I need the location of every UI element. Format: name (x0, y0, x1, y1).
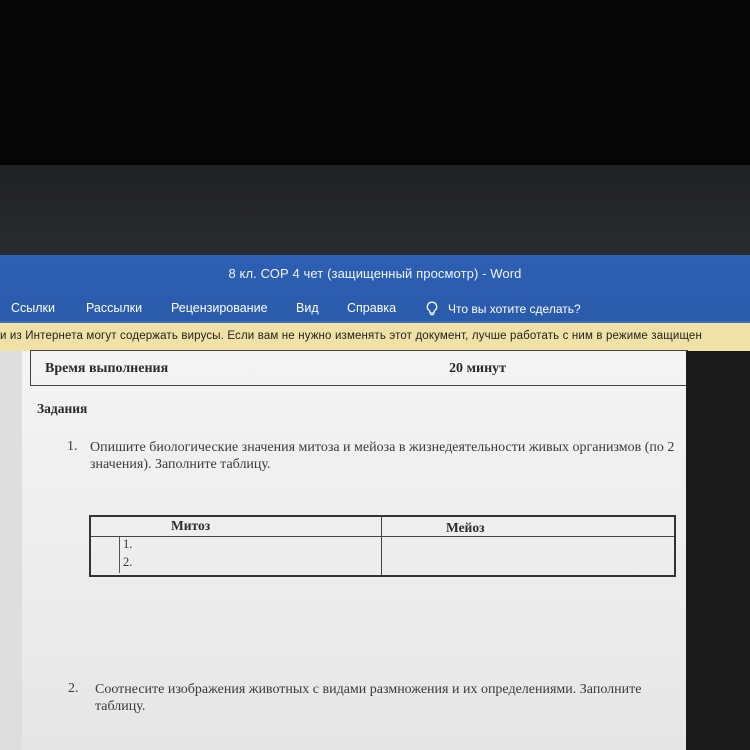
document-page[interactable] (22, 351, 687, 750)
tab-view[interactable]: Вид (296, 301, 319, 315)
tab-help[interactable]: Справка (347, 301, 397, 315)
workspace-background (686, 351, 750, 750)
table-column-divider (381, 517, 382, 575)
table-header-meiosis: Мейоз (446, 520, 485, 535)
ribbon (0, 255, 750, 323)
protected-view-message: и из Интернета могут содержать вирусы. Если вам не нужно изменять этот документ, лучше работать с ним в режиме защищен (0, 330, 702, 342)
window-title: 8 кл. СОР 4 чет (защищенный просмотр) - Word (228, 266, 522, 281)
task2-number: 2. (68, 681, 79, 696)
time-value: 20 минут (449, 361, 507, 376)
list-indent-marker (119, 537, 120, 573)
mitosis-meiosis-table (89, 515, 676, 577)
task1-text: Опишите биологические значения митоза и мейоза в жизнедеятельности живых организмов (по 2 значения). Заполните таблицу. (90, 440, 675, 472)
protected-view-bar (0, 323, 750, 352)
tasks-heading: Задания (37, 401, 88, 416)
window-chrome (0, 165, 750, 255)
monitor-bezel (0, 0, 750, 165)
table-row-2-label: 2. (123, 555, 133, 569)
tab-mailings[interactable]: Рассылки (86, 301, 143, 315)
tab-references[interactable]: Ссылки (11, 301, 56, 315)
tell-me-label: Что вы хотите сделать? (448, 302, 581, 316)
table-row-1-label: 1. (123, 537, 133, 551)
task1-number: 1. (67, 439, 78, 454)
lightbulb-icon (425, 301, 439, 317)
page-left-margin (0, 351, 22, 750)
table-header-mitosis: Митоз (171, 518, 211, 533)
tell-me-box[interactable] (425, 301, 581, 317)
time-table (30, 350, 688, 386)
table-header-divider (91, 536, 674, 537)
tab-review[interactable]: Рецензирование (171, 301, 268, 315)
task2-text: Соотнесите изображения животных с видами размножения и их определениями. Заполните таблицу. (95, 682, 642, 714)
time-label: Время выполнения (45, 361, 169, 376)
